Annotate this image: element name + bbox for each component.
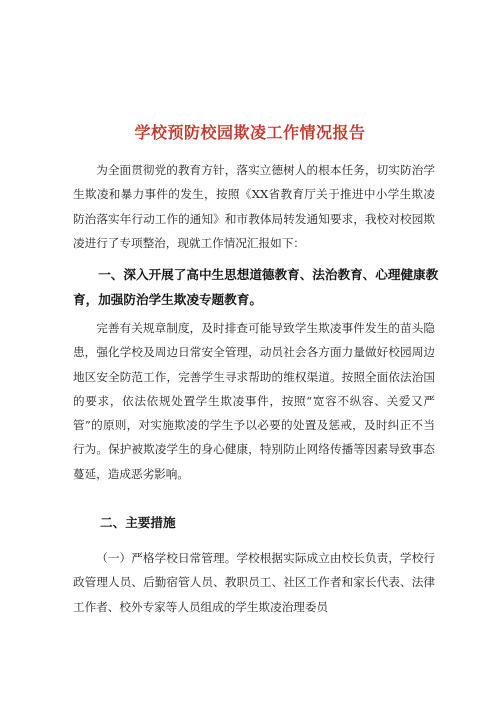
intro-paragraph: 为全面贯彻党的教育方针，落实立德树人的根本任务，切实防治学生欺凌和暴力事件的发生，按照《XX省教育厅关于推进中小学生欺凌防治落实年行动工作的通知》和市教体局转发通知要求，我校对校园欺凌进行了专项整治，现就工作情况汇报如下： <box>73 163 435 250</box>
section-1-paragraph: 完善有关规章制度，及时排查可能导致学生欺凌事件发生的苗头隐患，强化学校及周边日常安全管理，动员社会各方面力量做好校园周边地区安全防范工作，完善学生寻求帮助的维权渠道。按照全面依法治国的要求，依法依规处置学生欺凌事件，按照“宽容不纵容、关爱又严管”的原则，对实施欺凌的学生予以必要的处置及惩戒，及时纠正不当行为。保护被欺凌学生的身心健康，特别防止网络传播等因素导致事态蔓延，造成恶劣影响。 <box>73 321 435 481</box>
section-2-heading: 二、主要措施 <box>100 515 176 530</box>
section-1-heading: 一、深入开展了高中生思想道德教育、法治教育、心理健康教育，加强防治学生欺凌专题教育。 <box>73 267 439 307</box>
section-2-paragraph: （一）严格学校日常管理。学校根据实际成立由校长负责，学校行政管理人员、后勤宿管人员、教职员工、社区工作者和家长代表、法律工作者、校外专家等人员组成的学生欺凌治理委员 <box>73 551 435 614</box>
document-title: 学校预防校园欺凌工作情况报告 <box>134 123 366 142</box>
